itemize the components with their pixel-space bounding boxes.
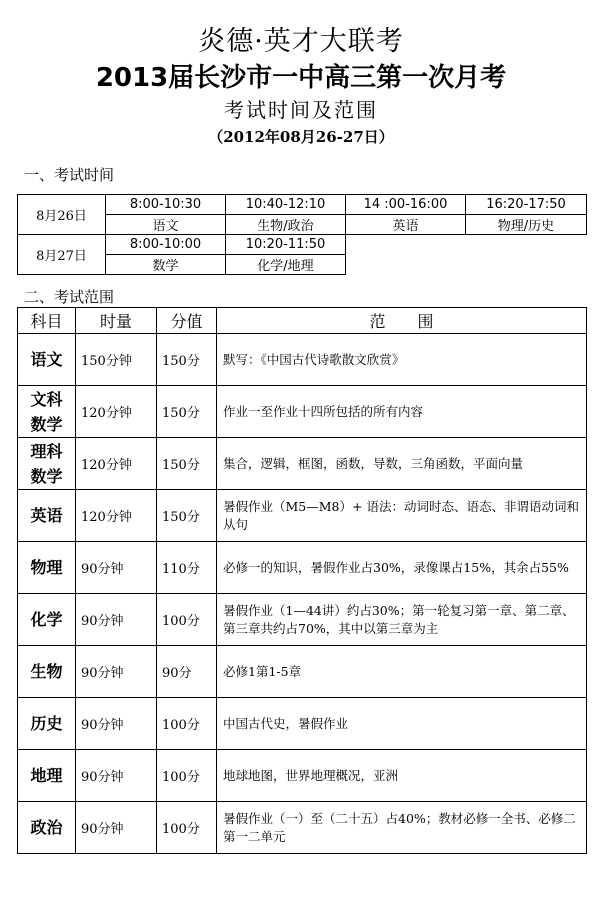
schedule-subject: 化学/地理 bbox=[226, 255, 346, 275]
schedule-subject: 物理/历史 bbox=[466, 215, 587, 235]
row-score: 150分 bbox=[157, 490, 217, 542]
header-date: （2012年08月26-27日） bbox=[208, 128, 394, 146]
table-row bbox=[18, 542, 587, 594]
row-subject-text: 理科数学 bbox=[30, 441, 63, 486]
header-title: 2013届长沙市一中高三第一次月考 bbox=[95, 63, 507, 93]
row-score: 100分 bbox=[157, 802, 217, 854]
row-scope: 地球地图，世界地理概况，亚洲 bbox=[217, 750, 587, 802]
schedule-row bbox=[18, 235, 587, 255]
row-subject: 政治 bbox=[18, 802, 76, 854]
schedule-time: 16:20-17:50 bbox=[466, 195, 587, 215]
row-scope: 作业一至作业十四所包括的所有内容 bbox=[217, 386, 587, 438]
schedule-time: 8:00-10:30 bbox=[106, 195, 226, 215]
section-title-exam-scope: 二、考试范围 bbox=[24, 288, 115, 306]
row-subject-text: 文科数学 bbox=[30, 389, 63, 434]
row-time: 120分钟 bbox=[76, 438, 157, 490]
schedule-time: 8:00-10:00 bbox=[106, 235, 226, 255]
header-subject: 科目 bbox=[18, 308, 76, 334]
row-scope: 必修1第1-5章 bbox=[217, 646, 587, 698]
schedule-subject: 英语 bbox=[346, 215, 466, 235]
row-subject: 生物 bbox=[18, 646, 76, 698]
schedule-table bbox=[17, 194, 587, 275]
row-score: 150分 bbox=[157, 334, 217, 386]
table-row bbox=[18, 646, 587, 698]
row-scope: 默写：《中国古代诗歌散文欣赏》 bbox=[217, 334, 587, 386]
row-time: 120分钟 bbox=[76, 386, 157, 438]
row-scope: 暑假作业（一）至（二十五）占40%；教材必修一全书、必修二第一二单元 bbox=[217, 802, 587, 854]
row-time: 120分钟 bbox=[76, 490, 157, 542]
header-scope: 范 围 bbox=[217, 308, 587, 334]
row-subject bbox=[18, 386, 76, 438]
scope-table bbox=[17, 307, 587, 854]
row-time: 150分钟 bbox=[76, 334, 157, 386]
row-score: 110分 bbox=[157, 542, 217, 594]
row-scope: 暑假作业（M5—M8）+ 语法：动词时态、语态、非谓语动词和从句 bbox=[217, 490, 587, 542]
section-title-exam-time: 一、考试时间 bbox=[24, 166, 115, 184]
row-score: 150分 bbox=[157, 438, 217, 490]
scope-table-header bbox=[18, 308, 587, 334]
table-row bbox=[18, 698, 587, 750]
row-time: 90分钟 bbox=[76, 542, 157, 594]
schedule-time: 10:40-12:10 bbox=[226, 195, 346, 215]
row-subject bbox=[18, 438, 76, 490]
row-score: 90分 bbox=[157, 646, 217, 698]
schedule-subject: 生物/政治 bbox=[226, 215, 346, 235]
row-subject: 历史 bbox=[18, 698, 76, 750]
row-subject: 化学 bbox=[18, 594, 76, 646]
row-time: 90分钟 bbox=[76, 594, 157, 646]
row-score: 100分 bbox=[157, 698, 217, 750]
table-row bbox=[18, 750, 587, 802]
header-time: 时量 bbox=[76, 308, 157, 334]
header-line-1: 炎德·英才大联考 bbox=[198, 26, 404, 57]
schedule-empty-cell bbox=[346, 235, 587, 275]
schedule-time: 10:20-11:50 bbox=[226, 235, 346, 255]
header-subtitle: 考试时间及范围 bbox=[224, 98, 378, 122]
row-score: 100分 bbox=[157, 594, 217, 646]
schedule-date: 8月27日 bbox=[18, 235, 106, 275]
row-scope: 中国古代史，暑假作业 bbox=[217, 698, 587, 750]
table-row bbox=[18, 802, 587, 854]
row-scope: 集合，逻辑，框图，函数，导数，三角函数，平面向量 bbox=[217, 438, 587, 490]
row-score: 100分 bbox=[157, 750, 217, 802]
row-score: 150分 bbox=[157, 386, 217, 438]
table-row bbox=[18, 386, 587, 438]
row-scope: 暑假作业（1—44讲）约占30%；第一轮复习第一章、第二章、第三章共约占70%，其中以第三章为主 bbox=[217, 594, 587, 646]
table-row bbox=[18, 334, 587, 386]
row-scope: 必修一的知识，暑假作业占30%，录像课占15%，其余占55% bbox=[217, 542, 587, 594]
row-subject: 物理 bbox=[18, 542, 76, 594]
table-row bbox=[18, 490, 587, 542]
row-time: 90分钟 bbox=[76, 802, 157, 854]
row-time: 90分钟 bbox=[76, 698, 157, 750]
schedule-row bbox=[18, 195, 587, 215]
row-time: 90分钟 bbox=[76, 646, 157, 698]
row-subject: 语文 bbox=[18, 334, 76, 386]
schedule-date: 8月26日 bbox=[18, 195, 106, 235]
schedule-subject: 语文 bbox=[106, 215, 226, 235]
table-row bbox=[18, 438, 587, 490]
schedule-time: 14 :00-16:00 bbox=[346, 195, 466, 215]
row-subject: 英语 bbox=[18, 490, 76, 542]
schedule-subject: 数学 bbox=[106, 255, 226, 275]
header-score: 分值 bbox=[157, 308, 217, 334]
row-time: 90分钟 bbox=[76, 750, 157, 802]
row-subject: 地理 bbox=[18, 750, 76, 802]
table-row bbox=[18, 594, 587, 646]
